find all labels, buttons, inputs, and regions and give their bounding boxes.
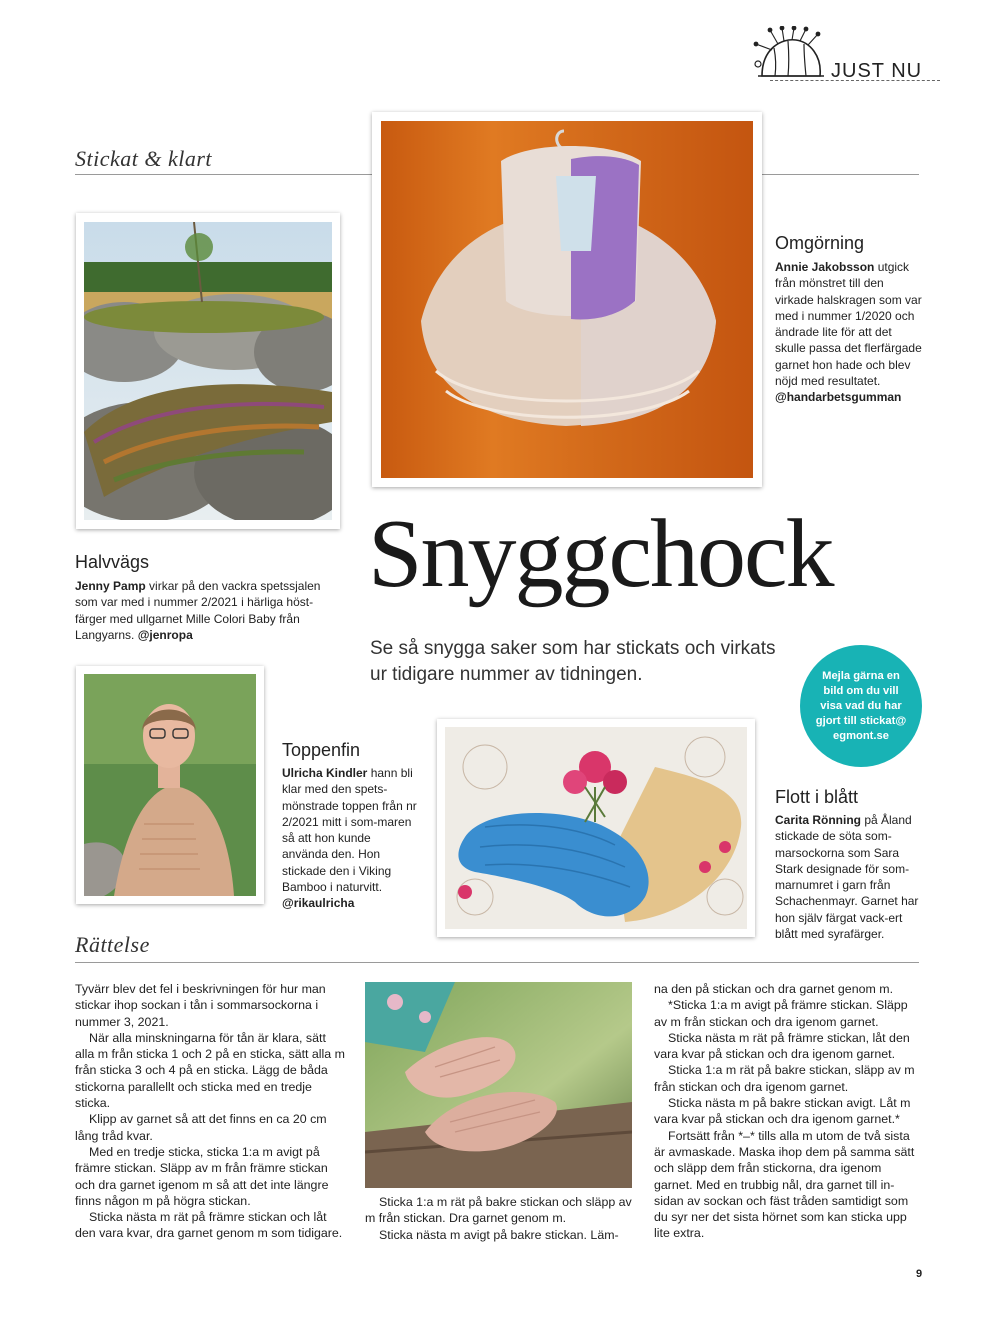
paragraph: Fortsätt från *–* tills alla m utom de två sista är avmaskade. Maska ihop dem på samma sätt och släpp dem från stickorna, dra igenom garnet. Med en trubbig nål, dra garnet till in-sidan av sockan och fäst tråden samtidigt som du syr ner det sista hörnet som kan sticka upp lite extra. [654,1128,915,1241]
caption-flott-heading: Flott i blått [775,787,859,807]
page-subtitle: Se så snygga saker som har stickats och virkats ur tidigare nummer av tidningen. [370,638,776,685]
email-callout-text: Mejla gärna en bild om du vill visa vad du har gjort till stickat@ egmont.se [815,669,907,742]
caption-omgorning-text: utgick från mönstret till den virkade halskragen som var med i nummer 1/2020 och ändrade lite för att det skulle passa det flerfärgade garnet hon hade och blev nöjd med resultatet. [775,260,922,389]
caption-toppenfin-heading: Toppenfin [282,740,361,760]
email-callout-badge [800,645,922,767]
caption-halvvags [75,578,340,643]
section-title-stickat: Stickat & klart [75,146,213,171]
caption-halvvags-heading: Halvvägs [75,552,150,572]
section-divider [75,962,919,963]
paragraph: Sticka nästa m på bakre stickan avigt. Låt m vara kvar på stickan och dra igenom garnet.* [654,1096,911,1127]
caption-toppenfin-text: hann bli klar med den spets-mönstrade toppen från nr 2/2021 mitt i som-maren så att hon kunde använda den. Hon stickade den i Viking Bamboo i naturvitt. [282,766,417,895]
pincushion-icon [748,26,830,82]
caption-halvvags-text: virkar på den vackra spetssjalen som var med i nummer 2/2021 i härliga höst-färger med ullgarnet Mille Colori Baby från Langyarns. [75,579,321,642]
caption-halvvags-name: Jenny Pamp [75,579,146,593]
caption-flott-text: på Åland stickade de söta som-marsockorna som Sara Stark designade för som-marnumret i garn från Schachenmayr. Garnet har hon själv färgat vack-ert blått med syrafärger. [775,813,919,942]
photo-socks [445,727,747,929]
rattelse-column-2 [365,1194,635,1243]
photo-socks-frame [437,719,755,937]
paragraph: na den på stickan och dra garnet genom m. [654,982,894,996]
caption-toppenfin-handle: @rikaulricha [282,896,355,911]
paragraph: Sticka nästa m rät på främre stickan, låt den vara kvar på stickan och dra igenom garnet. [654,1030,910,1062]
photo-top [84,674,256,896]
photo-shawl-frame [76,213,340,529]
paragraph: Klipp av garnet så att det finns en ca 20 cm lång tråd kvar. [75,1112,327,1143]
caption-omgorning-handle: @handarbetsgumman [775,390,902,405]
section-label: JUST NU [831,60,923,82]
photo-collar-frame [372,112,762,487]
caption-toppenfin [282,765,417,912]
paragraph: Sticka 1:a m rät på bakre stickan och släpp av m från stickan. Dra garnet genom m. [365,1195,632,1226]
page-title: Snyggchock [368,500,833,608]
paragraph: Sticka nästa m rät på främre stickan och låt den vara kvar, dra garnet genom m som tidigare. [75,1210,343,1241]
rattelse-column-1 [75,981,347,1242]
caption-flott [775,812,920,942]
page-number: 9 [916,1268,923,1280]
photo-shawl [84,222,332,520]
caption-toppenfin-name: Ulricha Kindler [282,766,368,780]
paragraph: Med en tredje sticka, sticka 1:a m avigt på främre stickan. Släpp av m från främre stickan och dra garnet igenom m så att det inte längre finns någon m på högra stickan. [75,1144,329,1208]
caption-omgorning-name: Annie Jakobsson [775,260,875,274]
caption-halvvags-handle: @jenropa [137,627,193,642]
section-title-rattelse: Rättelse [75,932,150,957]
paragraph: Sticka 1:a m rät på bakre stickan, släpp av m från stickan och dra igenom garnet. [654,1063,915,1094]
caption-omgorning [775,259,925,406]
paragraph: Sticka nästa m avigt på bakre stickan. Läm- [379,1227,619,1242]
photo-pink-socks [365,982,632,1188]
paragraph: *Sticka 1:a m avigt på främre stickan. Släpp av m från stickan och dra igenom garnet. [654,998,908,1029]
paragraph: Tyvärr blev det fel i beskrivningen för hur man stickar ihop sockan i tån i sommarsockorna i nummer 3, 2021. [75,982,326,1029]
photo-collar [381,121,753,478]
paragraph: När alla minskningarna för tån är klara, sätt alla m från sticka 1 och 2 på en sticka, sätt alla m från sticka 3 och 4 på en sticka. Lägg de båda stickorna parallellt och sticka med en tredje sticka. [75,1030,345,1111]
caption-flott-name: Carita Rönning [775,813,861,827]
photo-top-frame [76,666,264,904]
rattelse-column-3 [654,981,920,1242]
caption-omgorning-heading: Omgörning [775,233,865,253]
